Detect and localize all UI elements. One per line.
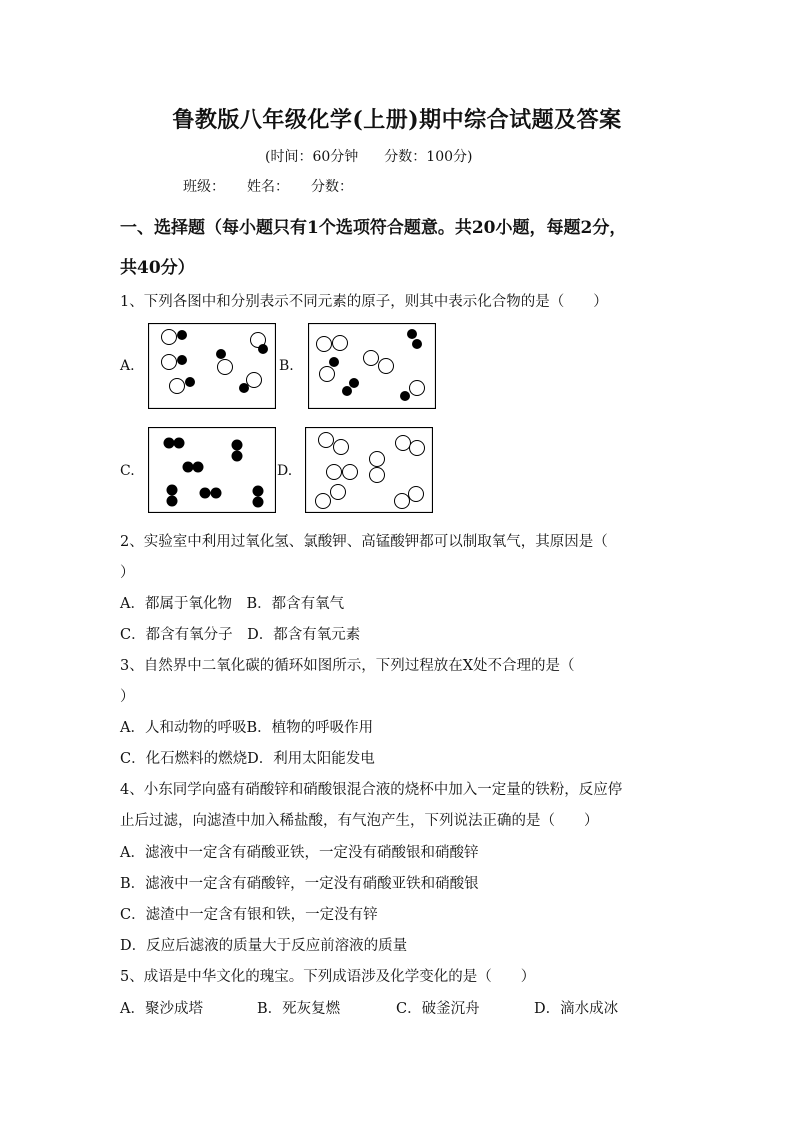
question-4-line2: 止后过滤，向滤渣中加入稀盐酸，有气泡产生，下列说法正确的是（ ） xyxy=(120,813,599,829)
question-3-options-cd: C．化石燃料的燃烧D．利用太阳能发电 xyxy=(120,751,375,767)
question-2-options-ab: A．都属于氧化物 B．都含有氧气 xyxy=(120,596,345,612)
question-4-option-c: C．滤渣中一定含有银和铁，一定没有锌 xyxy=(120,907,378,923)
exam-info xyxy=(265,146,472,166)
question-2-options-cd: C．都含有氧分子 D．都含有氧元素 xyxy=(120,627,361,643)
figure-label-b: B. xyxy=(279,358,294,374)
figure-c xyxy=(148,427,276,513)
question-2-line2: ） xyxy=(120,565,135,581)
class-field: 班级： xyxy=(183,179,225,195)
exam-time: (时间：60分钟 xyxy=(265,149,359,165)
question-4-option-a: A．滤液中一定含有硝酸亚铁，一定没有硝酸银和硝酸锌 xyxy=(120,845,479,861)
question-5-option-b: B．死灰复燃 xyxy=(257,1001,341,1017)
section-heading-line1: 一、选择题（每小题只有1个选项符合题意。共20小题，每题2分， xyxy=(120,218,627,238)
question-3-line2: ） xyxy=(120,689,135,705)
points-field: 分数： xyxy=(311,179,353,195)
section-heading-line2: 共40分） xyxy=(120,258,195,278)
exam-score: 分数：100分) xyxy=(384,149,473,165)
question-4-option-d: D．反应后滤液的质量大于反应前溶液的质量 xyxy=(120,938,408,954)
question-2-line1: 2、实验室中利用过氧化氢、氯酸钾、高锰酸钾都可以制取氧气，其原因是（ xyxy=(120,534,608,550)
figure-a xyxy=(148,323,276,409)
page-title: 鲁教版八年级化学(上册)期中综合试题及答案 xyxy=(172,107,622,133)
question-3-line1: 3、自然界中二氧化碳的循环如图所示，下列过程放在X处不合理的是（ xyxy=(120,658,575,674)
figure-label-a: A. xyxy=(120,358,135,374)
figure-label-c: C. xyxy=(120,463,135,479)
name-field: 姓名： xyxy=(247,179,289,195)
question-4-line1: 4、小东同学向盛有硝酸锌和硝酸银混合液的烧杯中加入一定量的铁粉，反应停 xyxy=(120,782,623,798)
figure-d xyxy=(305,427,433,513)
question-5-option-c: C．破釜沉舟 xyxy=(396,1001,480,1017)
student-fields xyxy=(183,176,375,196)
figure-label-d: D. xyxy=(277,463,293,479)
question-5-option-d: D．滴水成冰 xyxy=(534,1001,619,1017)
question-1: 1、下列各图中和分别表示不同元素的原子，则其中表示化合物的是（ ） xyxy=(120,294,608,310)
question-3-options-ab: A．人和动物的呼吸B．植物的呼吸作用 xyxy=(120,720,374,736)
question-4-option-b: B．滤液中一定含有硝酸锌，一定没有硝酸亚铁和硝酸银 xyxy=(120,876,479,892)
figure-b xyxy=(308,323,436,409)
question-5-option-a: A．聚沙成塔 xyxy=(120,1001,203,1017)
question-5: 5、成语是中华文化的瑰宝。下列成语涉及化学变化的是（ ） xyxy=(120,969,536,985)
